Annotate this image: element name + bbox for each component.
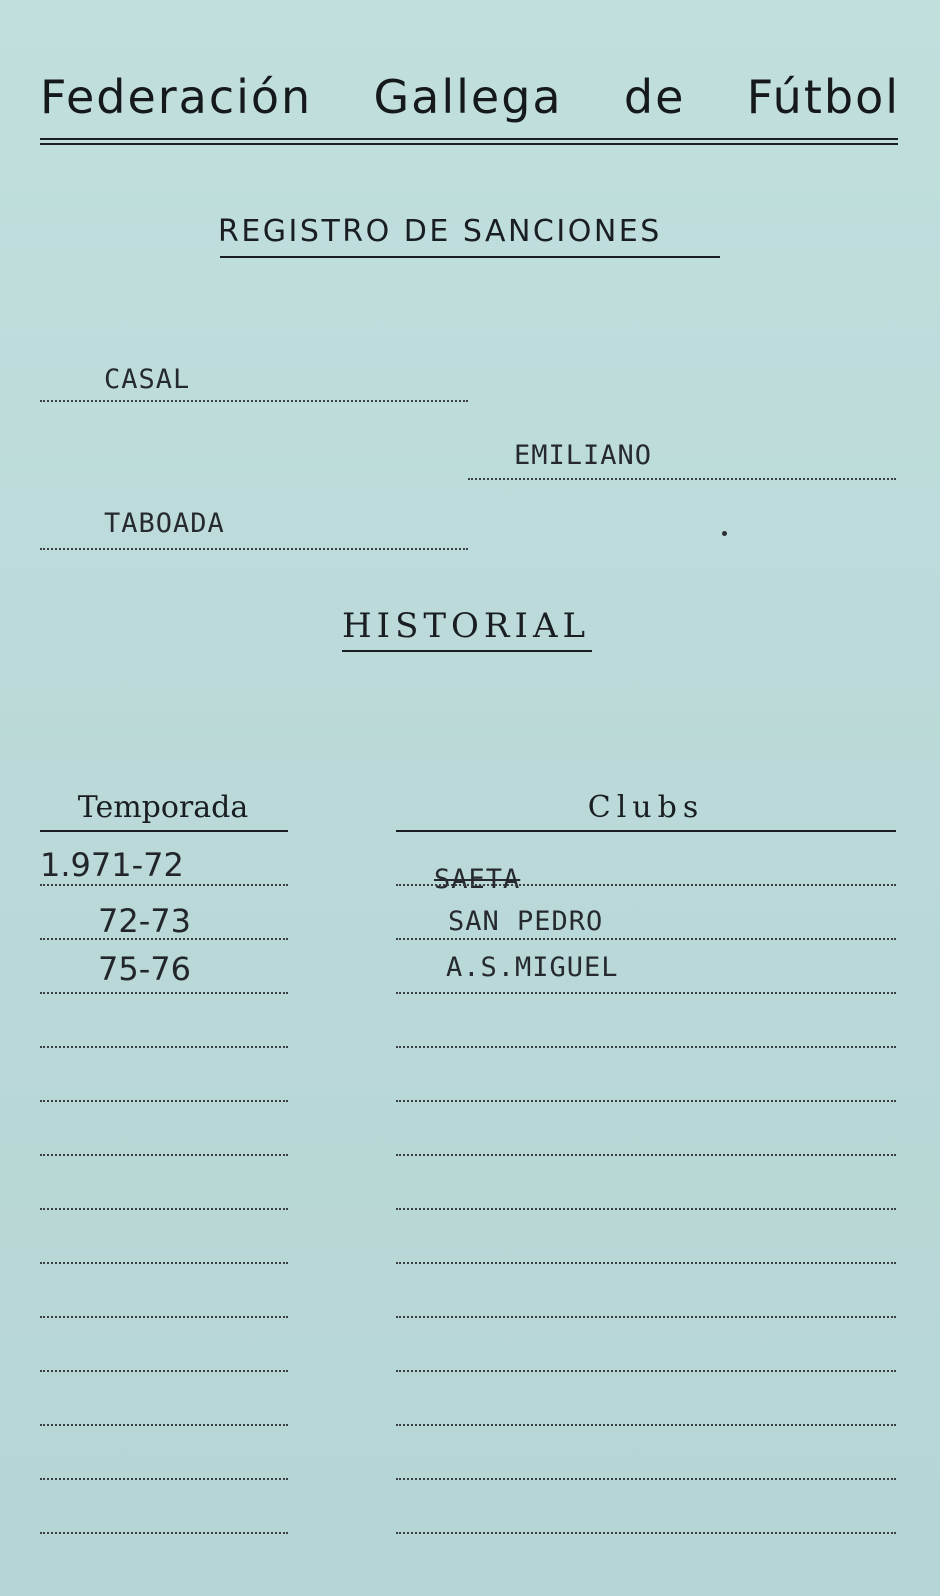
- season-row-line: [40, 1262, 288, 1264]
- surname2-line: [40, 548, 468, 550]
- club-row-line: [396, 1316, 896, 1318]
- club-row-line: [396, 1370, 896, 1372]
- club-row-line: [396, 1046, 896, 1048]
- ink-dot: [722, 531, 727, 536]
- club-row-line: [396, 1424, 896, 1426]
- season-row-line: [40, 1046, 288, 1048]
- season-row-line: [40, 1316, 288, 1318]
- club-row-line: [396, 1532, 896, 1534]
- register-title-underline: [220, 256, 720, 258]
- surname1-value: CASAL: [104, 364, 191, 395]
- club-row-line: [396, 1208, 896, 1210]
- club-row-line: [396, 1100, 896, 1102]
- club-cell: SAN PEDRO: [448, 906, 604, 937]
- season-row-line: [40, 1424, 288, 1426]
- given-name-line: [468, 478, 896, 480]
- season-cell: 75-76: [98, 950, 191, 988]
- clubs-column-header: Clubs: [587, 790, 705, 825]
- season-row-line: [40, 1100, 288, 1102]
- season-cell: 72-73: [98, 902, 191, 940]
- clubs-header-rule: [396, 830, 896, 832]
- club-row-line: [396, 938, 896, 940]
- season-row-line: [40, 992, 288, 994]
- surname2-value: TABOADA: [104, 508, 225, 539]
- history-title: HISTORIAL: [342, 606, 591, 646]
- season-row-line: [40, 1370, 288, 1372]
- given-name-value: EMILIANO: [514, 440, 653, 471]
- season-row-line: [40, 1154, 288, 1156]
- club-cell-struck: SAETA: [434, 864, 521, 895]
- club-row-line: [396, 1262, 896, 1264]
- club-row-line: [396, 992, 896, 994]
- register-title: REGISTRO DE SANCIONES: [218, 214, 662, 249]
- history-title-underline: [342, 650, 592, 652]
- club-row-line: [396, 1478, 896, 1480]
- surname1-line: [40, 400, 468, 402]
- season-row-line: [40, 1478, 288, 1480]
- club-cell: A.S.MIGUEL: [446, 952, 619, 983]
- season-row-line: [40, 1532, 288, 1534]
- season-header-rule: [40, 830, 288, 832]
- season-column-header: Temporada: [77, 790, 249, 825]
- season-cell: 1.971-72: [40, 846, 184, 884]
- club-row-line: [396, 1154, 896, 1156]
- federation-title: Federación Gallega de Fútbol: [40, 70, 900, 124]
- season-row-line: [40, 1208, 288, 1210]
- season-row-line: [40, 938, 288, 940]
- title-double-rule: [40, 138, 898, 145]
- club-row-line: [396, 884, 896, 886]
- season-row-line: [40, 884, 288, 886]
